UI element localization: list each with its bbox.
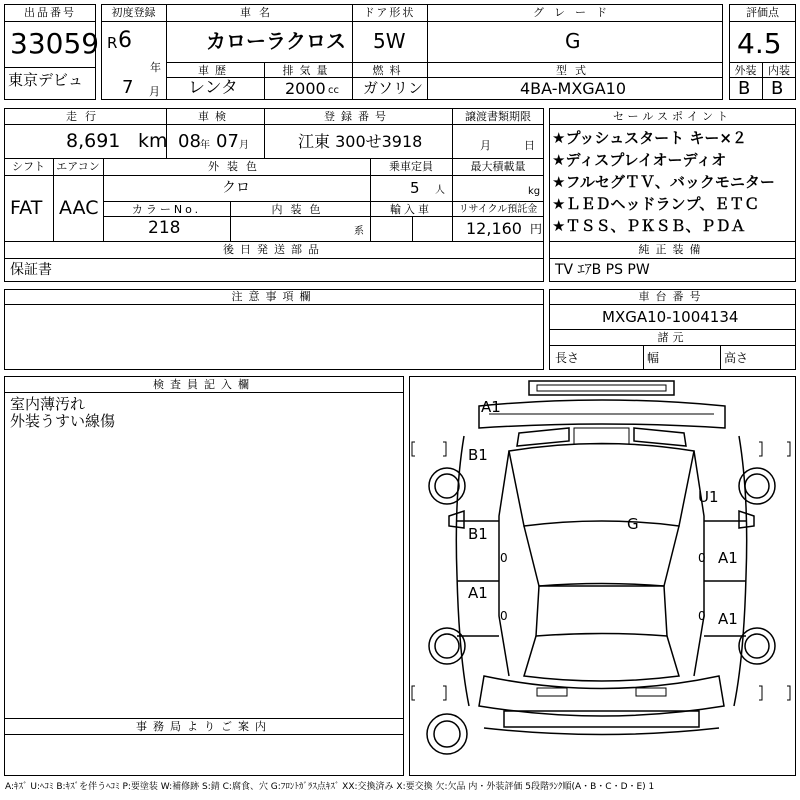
reg-month: 7 [122,77,134,98]
inspection-year-unit: 年 [200,140,210,151]
reg-label: 初度登録 [111,6,156,19]
color-number: 218 [148,218,181,238]
intcolor-unit: 系 [354,226,364,237]
plate-number: 江東 300せ3918 [298,132,423,151]
fuel-label: 燃料 [372,64,407,77]
exterior-color: クロ [222,180,250,196]
import-label: 輸入車 [390,203,432,216]
inspection-month: 07 [216,131,239,152]
transfer-label: 譲渡書類期限 [465,110,531,123]
mileage: 8,691 [66,130,121,152]
ext-score-label: 外装 [734,64,757,77]
ac-label: エアコン [56,160,100,173]
shift-label: シフト [12,160,45,173]
chassis-label: 車台番号 [638,290,707,303]
lot-label: 出品番号 [24,6,76,19]
load-label: 最大積載量 [470,160,526,173]
door-type: 5W [373,29,406,53]
spec-length-label: 長さ [555,351,580,365]
ext-score: B [738,78,751,99]
load-unit: kg [528,186,541,197]
damage-mark: G [627,515,639,533]
specs-label: 諸元 [657,331,688,344]
sales-point-item: ★ＬＥＤヘッドランプ、ＥＴＣ [552,195,760,213]
equipment: TV ｴｱB PS PW [555,262,650,278]
damage-mark: B1 [468,525,488,543]
reg-era: R [107,34,118,52]
capacity-unit: 人 [435,185,445,196]
history: レンタ [188,78,238,98]
damage-mark: A1 [468,584,488,602]
damage-mark: B1 [468,446,488,464]
mileage-label: 走行 [66,110,104,123]
transfer-month: 月 [480,139,491,152]
door-label: ドア形状 [363,6,416,19]
legend: A:ｷｽﾞ U:ﾍｺﾐ B:ｷｽﾞを伴うﾍｺﾐ P:要塗装 W:補修跡 S:錆 C:腐食、穴 G:ﾌﾛﾝﾄｶﾞﾗｽ点ｷｽﾞ XX:交換済み X:要交換 欠:欠品 内・外装評価 5段階ﾗﾝｸ順(A・B・C・D・E) 1 [5,782,655,792]
inspection-label: 車検 [198,110,232,123]
equipment-label: 純正装備 [638,243,707,256]
sales-point-item: ★ＴＳＳ、ＰＫＳＢ、ＰＤＡ [552,217,746,235]
sales-point-item: ★フルセグＴＶ、バックモニター [552,173,775,191]
history-label: 車歴 [198,64,232,77]
recycle-fee: 12,160 [466,219,522,238]
spec-height-label: 高さ [724,351,749,365]
later-parts-label: 後日発送部品 [223,243,325,256]
recycle-unit: 円 [530,222,543,236]
damage-mark: A1 [481,398,501,416]
door-mark: 0 [698,551,706,565]
color-label: 外装色 [208,160,265,173]
inspector-note: 外装うすい線傷 [10,412,116,430]
intcolor-label: 内装色 [271,203,329,216]
inspector-label: 検査員記入欄 [153,378,255,391]
displacement: 2000 [285,79,326,98]
model-label: 型式 [556,64,594,77]
int-score-label: 内装 [768,64,790,77]
door-mark: 0 [698,609,706,623]
car-name-label: 車名 [240,6,278,19]
fuel: ガソリン [363,79,424,97]
int-score: B [771,78,784,99]
car-name: カローラクロス [206,29,346,53]
plate-label: 登録番号 [324,110,392,123]
notes-label: 注意事項欄 [231,290,317,303]
inspection-month-unit: 月 [239,140,249,151]
mileage-unit: km [138,130,168,152]
ac: AAC [59,197,99,219]
sales-point-item: ★プッシュスタート キー×２ [552,129,747,147]
reg-year: 6 [118,28,132,53]
sales-point-item: ★ディスプレイオーディオ [552,151,727,169]
office-label: 事務局よりご案内 [136,720,272,733]
car-diagram [409,376,796,776]
shift: FAT [10,197,43,219]
capacity-label: 乗車定員 [389,160,433,173]
door-mark: 0 [500,551,508,565]
capacity: 5 [410,179,420,197]
reg-month-unit: 月 [149,85,160,98]
damage-mark: A1 [718,610,738,628]
model-code: 4BA-MXGA10 [520,79,626,98]
recycle-label: リサイクル預託金 [458,204,538,215]
later-parts: 保証書 [10,262,52,278]
spec-width-label: 幅 [647,351,660,365]
inspection-year: 08 [178,131,201,152]
transfer-day: 日 [524,139,535,152]
debut-label: 東京デビュ [8,71,84,89]
grade: G [565,29,581,53]
inspector-note: 室内薄汚れ [10,395,86,413]
damage-mark: U1 [698,488,719,506]
inspector-box [4,376,404,776]
reg-year-unit: 年 [150,61,161,74]
disp-label: 排気量 [282,64,334,77]
grade-label: グレード [533,6,617,19]
door-mark: 0 [500,609,508,623]
chassis-number: MXGA10-1004134 [602,308,739,326]
lot-number: 33059 [10,27,100,60]
sales-points-label: セールスポイント [612,110,732,123]
score: 4.5 [737,27,782,60]
disp-unit: cc [328,85,339,96]
score-label: 評価点 [746,6,779,19]
damage-mark: A1 [718,549,738,567]
colorno-label: カラーNo. [131,203,202,216]
